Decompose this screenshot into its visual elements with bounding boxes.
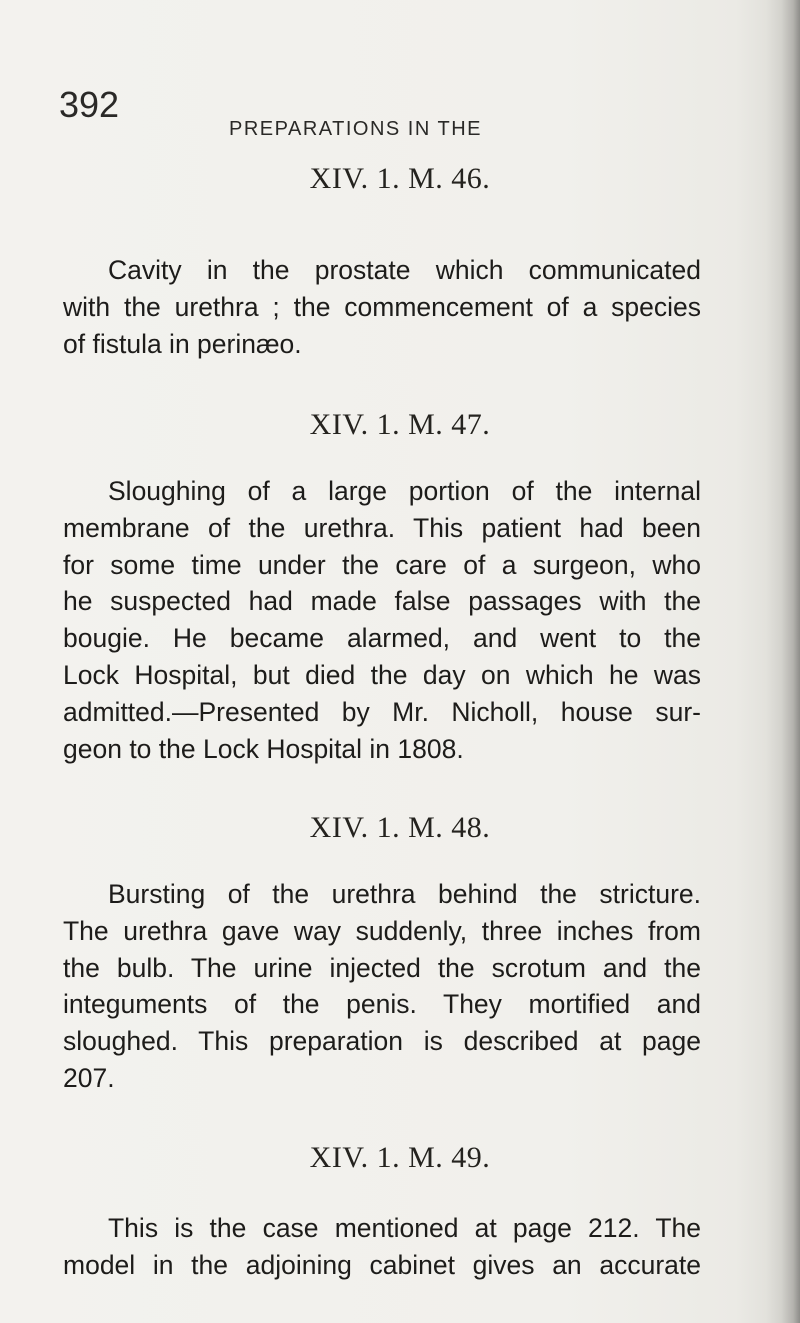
text-line: 207.	[63, 1062, 115, 1093]
section-heading: XIV. 1. M. 47.	[309, 408, 491, 441]
text-line: geon to the Lock Hospital in 1808.	[63, 733, 464, 764]
text-line: for some time under the care of a surgeon, who	[63, 549, 701, 580]
page-number: 392	[59, 84, 120, 125]
text-line: admitted.—Presented by Mr. Nicholl, house sur-	[63, 696, 701, 727]
section-heading: XIV. 1. M. 49.	[309, 1141, 491, 1174]
running-head: PREPARATIONS IN THE	[229, 118, 482, 140]
text-line: membrane of the urethra. This patient had been	[63, 512, 701, 543]
text-line: Bursting of the urethra behind the stricture.	[108, 879, 701, 909]
text-line: model in the adjoining cabinet gives an accurate	[63, 1249, 701, 1280]
section-paragraph	[63, 876, 701, 1097]
page-edge-shadow	[766, 0, 800, 1323]
text-line: of fistula in perinæo.	[63, 328, 302, 359]
text-line: Sloughing of a large portion of the internal	[108, 476, 701, 506]
text-line: integuments of the penis. They mortified and	[63, 989, 701, 1020]
section-heading: XIV. 1. M. 46.	[309, 162, 491, 195]
text-line: This is the case mentioned at page 212. The	[108, 1213, 701, 1243]
text-line: sloughed. This preparation is described at page	[63, 1026, 701, 1057]
section-paragraph	[63, 252, 701, 362]
text-line: bougie. He became alarmed, and went to the	[63, 623, 701, 654]
text-line: Lock Hospital, but died the day on which he was	[63, 659, 701, 690]
section-paragraph	[63, 1210, 701, 1284]
text-line: the bulb. The urine injected the scrotum and the	[63, 952, 701, 983]
section-paragraph	[63, 473, 701, 767]
text-line: Cavity in the prostate which communicated	[108, 255, 701, 285]
text-line: The urethra gave way suddenly, three inches from	[63, 915, 701, 946]
section-heading: XIV. 1. M. 48.	[309, 811, 491, 844]
text-line: with the urethra ; the commencement of a species	[63, 291, 701, 322]
text-line: he suspected had made false passages with the	[63, 586, 701, 617]
